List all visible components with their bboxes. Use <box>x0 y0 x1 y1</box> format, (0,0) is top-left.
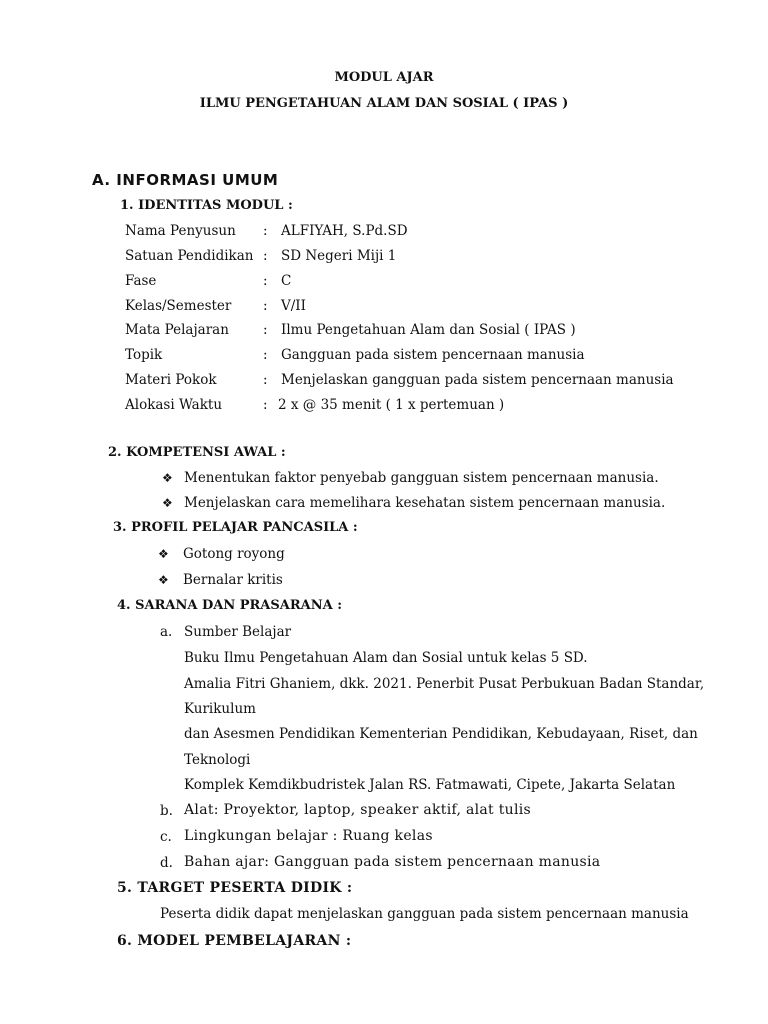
section-a-heading: A. INFORMASI UMUM <box>92 171 279 189</box>
diamond-bullet-icon: ❖ <box>162 471 173 485</box>
list-item-text: Gotong royong <box>183 546 285 562</box>
doc-title: MODUL AJAR <box>334 70 434 85</box>
sumber-line: Komplek Kemdikbudristek Jalan RS. Fatmawati, Cipete, Jakarta Selatan <box>184 777 676 793</box>
identitas-label: Topik <box>125 347 163 363</box>
identitas-colon: : <box>263 372 268 388</box>
identitas-value: ALFIYAH, S.Pd.SD <box>281 223 408 239</box>
identitas-colon: : <box>263 273 268 289</box>
list-item-text: Menjelaskan cara memelihara kesehatan sistem pencernaan manusia. <box>184 495 666 511</box>
identitas-value: V/II <box>281 298 306 314</box>
identitas-colon: : <box>263 347 268 363</box>
identitas-value: Ilmu Pengetahuan Alam dan Sosial ( IPAS ) <box>281 322 576 338</box>
sumber-line: Kurikulum <box>184 701 256 717</box>
identitas-colon: : <box>263 397 268 413</box>
diamond-bullet-icon: ❖ <box>158 547 169 561</box>
identitas-colon: : <box>263 322 268 338</box>
profil-heading: 3. PROFIL PELAJAR PANCASILA : <box>113 520 358 535</box>
sarana-heading: 4. SARANA DAN PRASARANA : <box>117 598 343 613</box>
identitas-label: Fase <box>125 273 157 289</box>
list-item-text: Menentukan faktor penyebab gangguan sistem pencernaan manusia. <box>184 470 659 486</box>
identitas-colon: : <box>263 298 268 314</box>
diamond-bullet-icon: ❖ <box>162 496 173 510</box>
alat-text: Alat: Proyektor, laptop, speaker aktif, alat tulis <box>184 802 531 818</box>
identitas-heading: 1. IDENTITAS MODUL : <box>120 198 293 213</box>
lingkungan-text: Lingkungan belajar : Ruang kelas <box>184 828 433 844</box>
kompetensi-heading: 2. KOMPETENSI AWAL : <box>108 445 286 460</box>
doc-subtitle: ILMU PENGETAHUAN ALAM DAN SOSIAL ( IPAS ) <box>199 96 569 111</box>
sumber-line: Teknologi <box>184 752 251 768</box>
sumber-belajar-title: Sumber Belajar <box>184 624 292 640</box>
identitas-value: SD Negeri Miji 1 <box>281 248 397 264</box>
identitas-value: 2 x @ 35 menit ( 1 x pertemuan ) <box>278 397 505 413</box>
identitas-value: Gangguan pada sistem pencernaan manusia <box>281 347 585 363</box>
identitas-label: Satuan Pendidikan <box>125 248 254 264</box>
model-heading: 6. MODEL PEMBELAJARAN : <box>117 933 352 949</box>
diamond-bullet-icon: ❖ <box>158 573 169 587</box>
target-heading: 5. TARGET PESERTA DIDIK : <box>117 880 353 896</box>
sumber-line: Buku Ilmu Pengetahuan Alam dan Sosial untuk kelas 5 SD. <box>184 650 588 666</box>
list-item-text: Bernalar kritis <box>183 572 283 588</box>
identitas-value: Menjelaskan gangguan pada sistem pencernaan manusia <box>281 372 674 388</box>
identitas-label: Mata Pelajaran <box>125 322 229 338</box>
sumber-line: Amalia Fitri Ghaniem, dkk. 2021. Penerbit Pusat Perbukuan Badan Standar, <box>184 676 705 692</box>
identitas-label: Nama Penyusun <box>125 223 236 239</box>
list-marker: c. <box>160 829 172 845</box>
target-text: Peserta didik dapat menjelaskan gangguan pada sistem pencernaan manusia <box>160 906 689 922</box>
identitas-label: Alokasi Waktu <box>125 397 223 413</box>
list-marker: d. <box>160 855 173 871</box>
bahan-ajar-text: Bahan ajar: Gangguan pada sistem pencernaan manusia <box>184 854 601 870</box>
identitas-label: Materi Pokok <box>125 372 217 388</box>
identitas-colon: : <box>263 248 268 264</box>
list-marker: b. <box>160 803 173 819</box>
identitas-label: Kelas/Semester <box>125 298 232 314</box>
identitas-value: C <box>281 273 292 289</box>
identitas-colon: : <box>263 223 268 239</box>
sumber-line: dan Asesmen Pendidikan Kementerian Pendidikan, Kebudayaan, Riset, dan <box>184 726 698 742</box>
list-marker: a. <box>160 624 173 640</box>
